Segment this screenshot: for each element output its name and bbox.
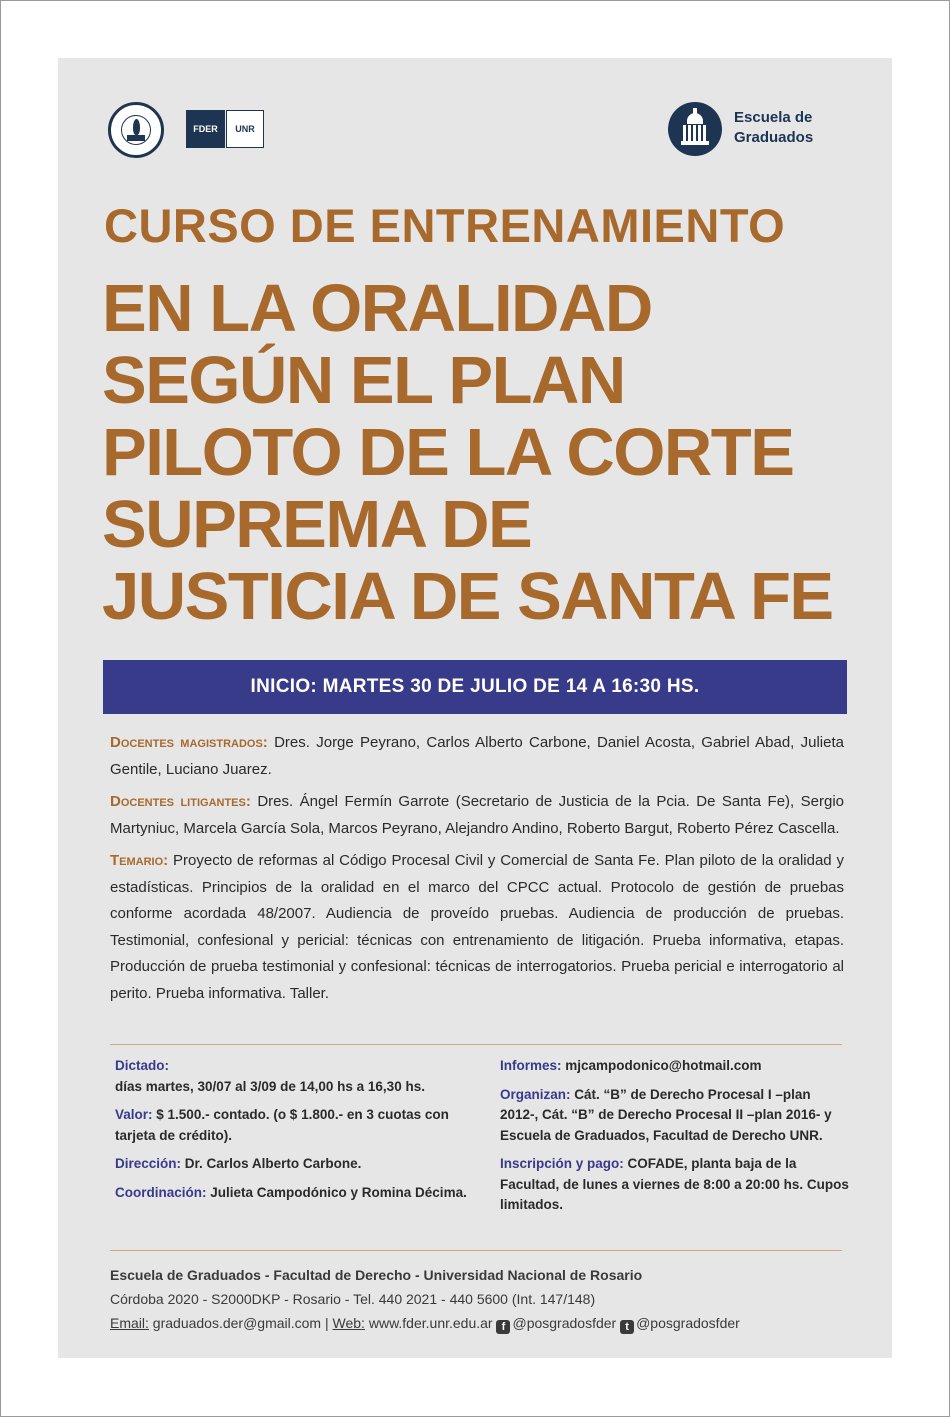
poster xyxy=(58,58,892,1358)
facebook-icon[interactable]: f xyxy=(496,1320,510,1334)
course-title xyxy=(102,273,833,633)
informes-email[interactable]: mjcampodonico@hotmail.com xyxy=(565,1058,762,1073)
valor xyxy=(115,1105,475,1146)
email-link[interactable]: graduados.der@gmail.com xyxy=(152,1315,322,1331)
web-link[interactable]: www.fder.unr.edu.ar xyxy=(368,1315,493,1331)
info-text: $ 1.500.- contado. (o $ 1.800.- en 3 cuotas con tarjeta de crédito). xyxy=(115,1107,449,1143)
facebook-handle[interactable]: @posgradosfder xyxy=(512,1315,617,1331)
temario xyxy=(110,848,844,1007)
separator: | xyxy=(324,1315,329,1331)
inscripcion xyxy=(500,1154,850,1216)
course-details xyxy=(110,730,844,1013)
title-line: EN LA ORALIDAD xyxy=(102,271,652,346)
coordinacion xyxy=(115,1183,475,1204)
web-label: Web: xyxy=(332,1315,365,1331)
info-left-column xyxy=(115,1056,475,1211)
escuela-line-2: Graduados xyxy=(734,129,814,146)
section-label: Docentes litigantes: xyxy=(110,793,251,810)
docentes-litigantes xyxy=(110,789,844,842)
section-label: Docentes magistrados: xyxy=(110,734,268,751)
section-text: Dres. Ángel Fermín Garrote (Secretario de Justicia de la Pcia. De Santa Fe), Sergio Martyniuc, Marcela García Sola, Marcos Peyrano, Alejandro Andino, Roberto Bargut, Roberto Pérez Cascella. xyxy=(110,793,845,837)
dictado xyxy=(115,1056,475,1097)
info-label: Dictado: xyxy=(115,1058,169,1073)
docentes-magistrados xyxy=(110,730,844,783)
unr-logo: UNR xyxy=(226,110,264,148)
section-text: Dres. Jorge Peyrano, Carlos Alberto Carbone, Daniel Acosta, Gabriel Abad, Julieta Gentile, Luciano Juarez. xyxy=(110,734,844,778)
footer-contacts xyxy=(110,1311,740,1335)
direccion xyxy=(115,1154,475,1175)
section-text: Proyecto de reformas al Código Procesal Civil y Comercial de Santa Fe. Plan piloto de la oralidad y estadísticas. Principios de la oralidad en el marco del CPCC actual. Protocolo de gestión de pruebas conforme acordada 48/2007. Audiencia de proveído pruebas. Audiencia de producción de pruebas. Testimonial, confesional y pericial: técnicas con entrenamiento de litigación. Prueba informativa, etapas. Producción de prueba testimonial y confesional: técnicas de interrogatorios. Prueba pericial e interrogatorio al perito. Prueba informativa. Taller. xyxy=(110,852,844,1002)
info-text: COFADE, planta baja de la Facultad, de lunes a viernes de 8:00 a 20:00 hs. Cupos limitados. xyxy=(500,1156,849,1212)
divider xyxy=(110,1250,842,1251)
escuela-building-icon xyxy=(668,102,722,156)
title-line: SUPREMA DE xyxy=(102,487,532,562)
info-text: Cát. “B” de Derecho Procesal I –plan 2012-, Cát. “B” de Derecho Procesal II –plan 2016- y Escuela de Graduados, Facultad de Derecho UNR. xyxy=(500,1086,832,1143)
twitter-handle[interactable]: @posgradosfder xyxy=(636,1315,740,1331)
escuela-logo-text xyxy=(734,108,813,148)
info-label: Coordinación: xyxy=(115,1184,207,1200)
info-text: Dr. Carlos Alberto Carbone. xyxy=(184,1156,362,1171)
footer-institution: Escuela de Graduados - Facultad de Derecho - Universidad Nacional de Rosario xyxy=(110,1267,643,1283)
info-label: Valor: xyxy=(115,1107,153,1122)
organizan xyxy=(500,1085,850,1147)
title-line: SEGÚN EL PLAN xyxy=(102,343,625,418)
footer-address: Córdoba 2020 - S2000DKP - Rosario - Tel. 440 2021 - 440 5600 (Int. 147/148) xyxy=(110,1291,596,1307)
informes xyxy=(500,1056,850,1077)
info-right-column xyxy=(500,1056,850,1224)
info-label: Organizan: xyxy=(500,1086,571,1102)
footer xyxy=(110,1263,740,1335)
section-label: Temario: xyxy=(110,852,169,869)
fder-logo: FDER xyxy=(186,110,225,148)
info-text: días martes, 30/07 al 3/09 de 14,00 hs a 16,30 hs. xyxy=(115,1078,425,1094)
course-subtitle: CURSO DE ENTRENAMIENTO xyxy=(104,199,786,252)
email-label: Email: xyxy=(110,1315,149,1331)
info-text: Julieta Campodónico y Romina Décima. xyxy=(210,1184,467,1200)
divider xyxy=(110,1044,842,1045)
title-line: PILOTO DE LA CORTE xyxy=(102,415,794,490)
start-date-banner: INICIO: MARTES 30 DE JULIO DE 14 A 16:30 HS. xyxy=(103,660,847,714)
twitter-icon[interactable]: t xyxy=(620,1320,634,1334)
escuela-line-1: Escuela de xyxy=(734,109,813,126)
info-label: Informes: xyxy=(500,1058,562,1073)
unr-seal-logo xyxy=(108,102,164,158)
title-line: JUSTICIA DE SANTA FE xyxy=(102,559,833,634)
info-label: Dirección: xyxy=(115,1156,182,1171)
info-label: Inscripción y pago: xyxy=(500,1156,624,1171)
